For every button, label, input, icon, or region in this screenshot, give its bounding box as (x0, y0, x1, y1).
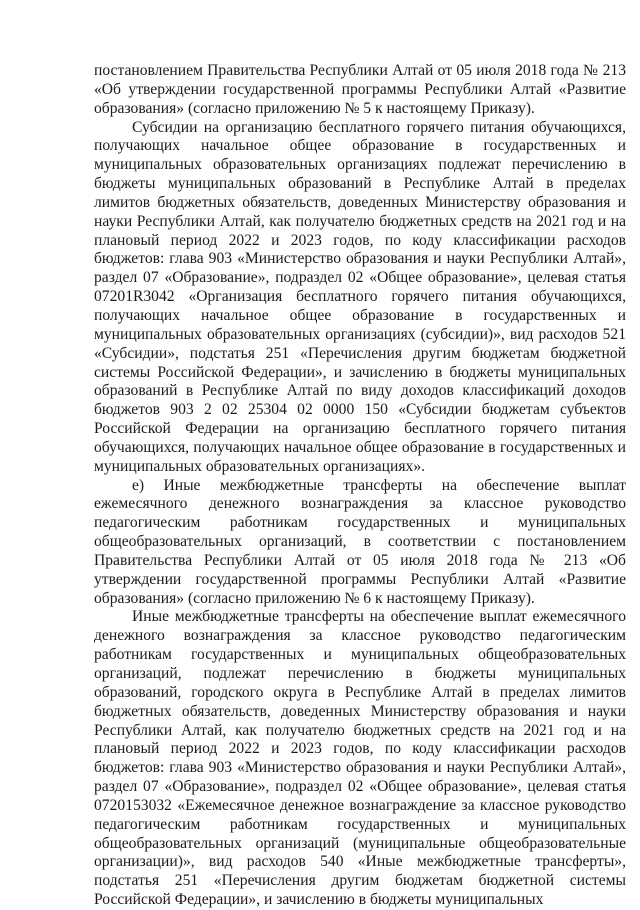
paragraph-item-e: е) Иные межбюджетные трансферты на обеспечение выплат ежемесячного денежного вознаграждения за классное руководство педагогическим работникам государственных и муниципальных общеобразовательных организаций, в соответствии с постановлением Правительства Республики Алтай от 05 июля 2018 года № 213 «Об утверждении государственной программы Республики Алтай «Развитие образования» (согласно приложению № 6 к настоящему Приказу). (94, 476, 626, 607)
document-page (94, 62, 626, 910)
paragraph-transfers-class-teachers: Иные межбюджетные трансферты на обеспечение выплат ежемесячного денежного вознаграждения за классное руководство педагогическим работникам государственных и муниципальных общеобразовательных организаций, подлежат перечислению в бюджеты муниципальных образований, городского округа в Республике Алтай в пределах лимитов бюджетных обязательств, доведенных Министерству образования и науки Республики Алтай, как получателю бюджетных средств на 2021 год и на плановый период 2022 и 2023 годов, по коду классификации расходов бюджетов: глава 903 «Министерство образования и науки Республики Алтай», раздел 07 «Образование», подраздел 02 «Общее образование», целевая статья 0720153032 «Ежемесячное денежное вознаграждение за классное руководство педагогическим работникам государственных и муниципальных общеобразовательных организаций (муниципальные общеобразовательные организации)», вид расходов 540 «Иные межбюджетные трансферты», подстатья 251 «Перечисления другим бюджетам бюджетной системы Российской Федерации», и зачислению в бюджеты муниципальных (94, 608, 626, 909)
paragraph-hot-meals-subsidy: Субсидии на организацию бесплатного горячего питания обучающихся, получающих начальное общее образование в государственных и муниципальных образовательных организациях подлежат перечислению в бюджеты муниципальных образований в Республике Алтай в пределах лимитов бюджетных обязательств, доведенных Министерству образования и науки Республики Алтай, как получателю бюджетных средств на 2021 год и на плановый период 2022 и 2023 годов, по коду классификации расходов бюджетов: глава 903 «Министерство образования и науки Республики Алтай», раздел 07 «Образование», подраздел 02 «Общее образование», целевая статья 07201R3042 «Организация бесплатного горячего питания обучающихся, получающих начальное общее образование в государственных и муниципальных образовательных организациях (субсидии)», вид расходов 521 «Субсидии», подстатья 251 «Перечисления другим бюджетам бюджетной системы Российской Федерации», и зачислению в бюджеты муниципальных образований в Республике Алтай по виду доходов классификаций доходов бюджетов 903 2 02 25304 02 0000 150 «Субсидии бюджетам субъектов Российской Федерации на организацию бесплатного горячего питания обучающихся, получающих начальное общее образование в государственных и муниципальных образовательных организациях». (94, 118, 626, 475)
paragraph-resolution-continuation: постановлением Правительства Республики Алтай от 05 июля 2018 года № 213 «Об утверждении государственной программы Республики Алтай «Развитие образования» (согласно приложению № 5 к настоящему Приказу). (94, 62, 626, 117)
